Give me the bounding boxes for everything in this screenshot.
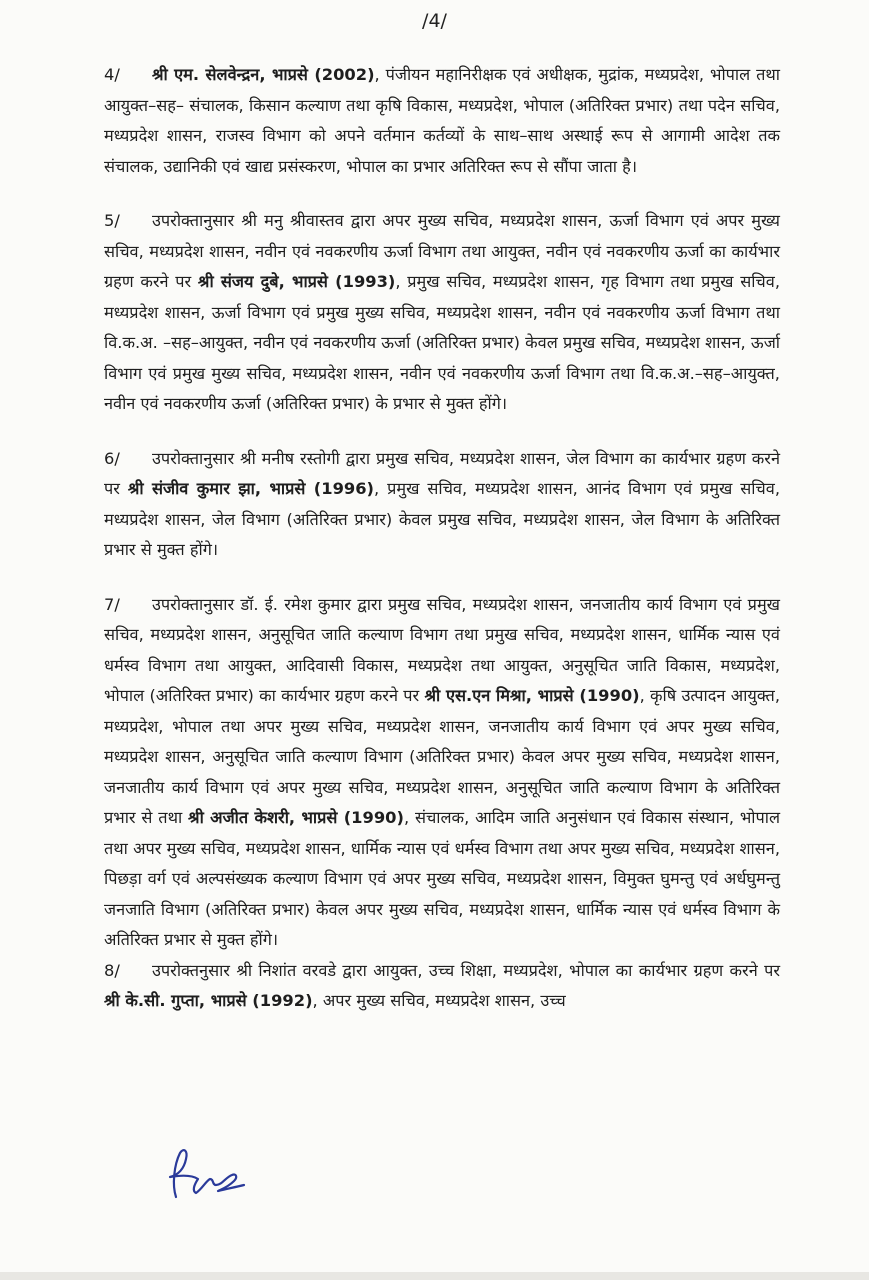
paragraph-6 <box>104 444 780 566</box>
document-body <box>104 60 780 1041</box>
page-bottom-edge <box>0 1272 869 1280</box>
paragraph-number: 4/ <box>104 65 120 84</box>
paragraph-segment: उपरोक्तानुसार डॉ. ई. रमेश कुमार द्वारा प्रमुख सचिव, मध्यप्रदेश शासन, जनजातीय कार्य विभाग एवं प्रमुख सचिव, मध्यप्रदेश शासन, अनुसूचित जाति कल्याण विभाग तथा प्रमुख सचिव, मध्यप्रदेश शासन, धार्मिक न्यास एवं धर्मस्व विभाग तथा आयुक्त, आदिवासी विकास, मध्यप्रदेश तथा आयुक्त, अनुसूचित जाति विकास, मध्यप्रदेश, भोपाल (अतिरिक्त प्रभार) का कार्यभार ग्रहण करने पर <box>104 594 780 705</box>
paragraph-segment: , प्रमुख सचिव, मध्यप्रदेश शासन, गृह विभाग तथा प्रमुख सचिव, मध्यप्रदेश शासन, ऊर्जा विभाग एवं प्रमुख मुख्य सचिव, मध्यप्रदेश शासन, नवीन एवं नवकरणीय ऊर्जा विभाग तथा वि.क.अ. –सह–आयुक्त, नवीन एवं नवकरणीय ऊर्जा (अतिरिक्त प्रभार) केवल प्रमुख सचिव, मध्यप्रदेश शासन, ऊर्जा विभाग एवं प्रमुख मुख्य सचिव, मध्यप्रदेश शासन, नवीन एवं नवकरणीय ऊर्जा विभाग तथा वि.क.अ.–सह–आयुक्त, नवीन एवं नवकरणीय ऊर्जा (अतिरिक्त प्रभार) के प्रभार से मुक्त होंगे। <box>104 272 780 413</box>
paragraph-segment: उपरोक्तानुसार श्री मनीष रस्तोगी द्वारा प्रमुख सचिव, मध्यप्रदेश शासन, जेल विभाग का कार्यभार ग्रहण करने पर <box>104 448 780 498</box>
paragraph-4 <box>104 60 780 182</box>
page-number: /4/ <box>422 10 447 32</box>
signature-mark <box>158 1145 248 1205</box>
paragraph-segment: उपरोक्तानुसार श्री मनु श्रीवास्तव द्वारा अपर मुख्य सचिव, मध्यप्रदेश शासन, ऊर्जा विभाग एवं अपर मुख्य सचिव, मध्यप्रदेश शासन, नवीन एवं नवकरणीय ऊर्जा विभाग तथा आयुक्त, नवीन एवं नवकरणीय ऊर्जा का कार्यभार ग्रहण करने पर <box>104 211 780 291</box>
paragraph-segment: श्री के.सी. गुप्ता, भाप्रसे (1992) <box>104 991 313 1010</box>
paragraph-segment: श्री एस.एन मिश्रा, भाप्रसे (1990) <box>424 686 640 705</box>
paragraph-segment: , कृषि उत्पादन आयुक्त, मध्यप्रदेश, भोपाल तथा अपर मुख्य सचिव, मध्यप्रदेश शासन, जनजातीय कार्य विभाग एवं अपर मुख्य सचिव, मध्यप्रदेश शासन, अनुसूचित जाति कल्याण विभाग (अतिरिक्त प्रभार) केवल अपर मुख्य सचिव, मध्यप्रदेश शासन, जनजातीय कार्य विभाग एवं अपर मुख्य सचिव, मध्यप्रदेश शासन, अनुसूचित जाति कल्याण विभाग के अतिरिक्त प्रभार से तथा <box>104 686 780 827</box>
paragraph-8 <box>104 956 780 1017</box>
paragraph-segment: श्री अजीत केशरी, भाप्रसे (1990) <box>188 808 404 827</box>
paragraph-segment: श्री संजय दुबे, भाप्रसे (1993) <box>197 272 396 291</box>
paragraph-segment: उपरोक्तनुसार श्री निशांत वरवडे द्वारा आयुक्त, उच्च शिक्षा, मध्यप्रदेश, भोपाल का कार्यभार ग्रहण करने पर <box>152 960 780 980</box>
paragraph-segment: , संचालक, आदिम जाति अनुसंधान एवं विकास संस्थान, भोपाल तथा अपर मुख्य सचिव, मध्यप्रदेश शासन, धार्मिक न्यास एवं धर्मस्व विभाग तथा अपर मुख्य सचिव, मध्यप्रदेश शासन, पिछड़ा वर्ग एवं अल्पसंख्यक कल्याण विभाग एवं अपर मुख्य सचिव, मध्यप्रदेश शासन, विमुक्त घुमन्तु एवं अर्धघुमन्तु जनजाति विभाग (अतिरिक्त प्रभार) केवल अपर मुख्य सचिव, मध्यप्रदेश शासन, धार्मिक न्यास एवं धर्मस्व विभाग के अतिरिक्त प्रभार से मुक्त होंगे। <box>104 808 781 949</box>
paragraph-number: 8/ <box>104 960 120 980</box>
paragraph-number: 5/ <box>104 211 120 230</box>
paragraph-7 <box>104 590 780 956</box>
paragraph-segment: श्री एम. सेलवेन्द्रन, भाप्रसे (2002) <box>152 65 375 84</box>
paragraph-segment: , अपर मुख्य सचिव, मध्यप्रदेश शासन, उच्च <box>312 991 566 1010</box>
paragraph-number: 7/ <box>104 594 120 614</box>
paragraph-segment: , प्रमुख सचिव, मध्यप्रदेश शासन, आनंद विभाग एवं प्रमुख सचिव, मध्यप्रदेश शासन, जेल विभाग (अतिरिक्त प्रभार) केवल प्रमुख सचिव, मध्यप्रदेश शासन, जेल विभाग के अतिरिक्त प्रभार से मुक्त होंगे। <box>104 479 780 559</box>
paragraph-number: 6/ <box>104 448 120 468</box>
paragraph-segment: , पंजीयन महानिरीक्षक एवं अधीक्षक, मुद्रांक, मध्यप्रदेश, भोपाल तथा आयुक्त–सह– संचालक, किसान कल्याण तथा कृषि विकास, मध्यप्रदेश, भोपाल (अतिरिक्त प्रभार) तथा पदेन सचिव, मध्यप्रदेश शासन, राजस्व विभाग को अपने वर्तमान कर्तव्यों के साथ–साथ अस्थाई रूप से आगामी आदेश तक संचालक, उद्यानिकी एवं खाद्य प्रसंस्करण, भोपाल का प्रभार अतिरिक्त रूप से सौंपा जाता है। <box>104 65 780 176</box>
paragraph-segment: श्री संजीव कुमार झा, भाप्रसे (1996) <box>127 479 374 498</box>
paragraph-5 <box>104 206 780 420</box>
